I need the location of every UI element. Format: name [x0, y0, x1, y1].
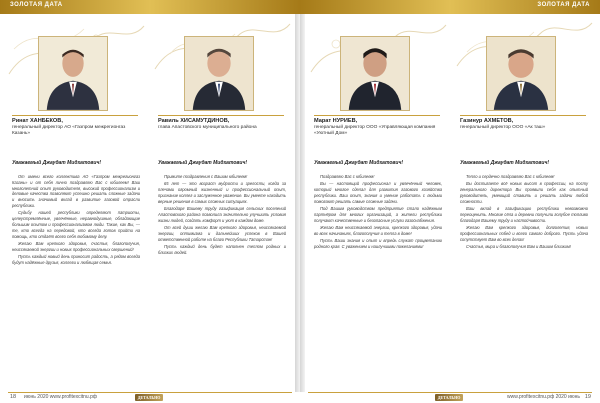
- paragraph: Желаю Вам крепкого здоровья, счастья, благополучия, неиссякаемой энергии и новых профессиональных свершений!: [12, 240, 140, 252]
- page-footer: [300, 392, 600, 403]
- portrait-photo: [340, 36, 410, 111]
- paragraph: Вы — настоящий профессионал и увлечённый человек, который многое сделал для развития газового хозяйства республики. Ваш опыт, знания и умение работать с людьми помогают решать самые сложные задачи.: [314, 181, 442, 204]
- congratulation-card: [306, 14, 451, 392]
- greeting: Уважаемый Джаудат Мидхатович!: [12, 160, 102, 166]
- message-text: [12, 174, 140, 267]
- paragraph: Счастья, мира и благополучия Вам и Вашим близким!: [466, 243, 571, 249]
- page-number: 19: [584, 394, 591, 400]
- person-role: генеральный директор ООО «Управляющая компания «Уютный Дом»: [314, 125, 436, 136]
- right-page: [300, 0, 600, 403]
- congratulation-card: [4, 14, 149, 392]
- paragraph: Тепло и сердечно поздравляю Вас с юбилеем!: [466, 174, 555, 179]
- paragraph: Под Вашим руководством предприятие стало надёжным партнёром для многих организаций, а жители республики получают качественные и безопасные услуги газоснабжения.: [314, 206, 442, 223]
- person-name: Равиль ХИСАМУТДИНОВ,: [158, 118, 230, 124]
- divider: [460, 115, 586, 116]
- paragraph: Пусть каждый новый день приносит радость, а рядом всегда будут надёжные друзья, коллеги и любящая семья.: [12, 254, 140, 265]
- divider: [314, 115, 440, 116]
- person-role: генеральный директор ООО «Ак таш»: [460, 125, 546, 130]
- person-name: Газинур АХМЕТОВ,: [460, 118, 514, 124]
- paragraph: Примите поздравления с Вашим юбилеем!: [164, 174, 248, 179]
- publisher-logo: ДЕТАЛЬНО: [435, 394, 463, 401]
- paragraph: Благодаря Вашему труду газификация сельских поселений Апастовского района позволила значительно улучшить условия жизни людей, создать комфорт и уют в каждом доме.: [158, 206, 286, 223]
- paragraph: 65 лет — это возраст мудрости и зрелости, когда за плечами огромный жизненный и профессиональный опыт, признание коллег и заслуженное уважение. Вы умеете находить верные решения в самых сложных ситуациях.: [158, 181, 286, 204]
- person-name: Ринат ХАНБЕКОВ,: [12, 118, 63, 124]
- person-name: Марат НУРИЕВ,: [314, 118, 358, 124]
- portrait-photo: [486, 36, 556, 111]
- greeting: Уважаемый Джаудат Мидхатович!: [460, 160, 550, 166]
- paragraph: Пусть каждый день будет наполнен теплом родных и близких людей.: [158, 243, 286, 255]
- congratulation-card: [150, 14, 295, 392]
- paragraph: Судьбу нашей республики определяют патриоты, целеустремлённые, увлечённые, неравнодушные, обладающие большим опытом и профессионализмом люди. Такие, как Вы, — те, кто всегда на передовой, кто всегда готов прийти на помощь, кто отдаёт всего себя любимому делу.: [12, 210, 140, 239]
- paragraph: Ваш вклад в газификацию республики невозможно переоценить. Многие сёла и деревни получили голубое топливо благодаря Вашему труду и настойчивости.: [460, 206, 588, 223]
- section-title: ЗОЛОТАЯ ДАТА: [10, 2, 63, 8]
- page-spine: [300, 14, 305, 403]
- divider: [12, 115, 138, 116]
- greeting: Уважаемый Джаудат Мидхатович!: [314, 160, 404, 166]
- publisher-logo: ДЕТАЛЬНО: [135, 394, 163, 401]
- issue-info: www.profitexcitnu.рф 2020 июнь: [507, 394, 580, 400]
- divider: [158, 115, 284, 116]
- section-title: ЗОЛОТАЯ ДАТА: [537, 2, 590, 8]
- message-text: [158, 174, 286, 257]
- paragraph: От всей души желаю Вам крепкого здоровья, неиссякаемой энергии, оптимизма и дальнейших успехов в Вашей ответственной работе на благо Республики Татарстан!: [158, 225, 286, 242]
- message-text: [460, 174, 588, 251]
- paragraph: Вы достигаете всё новых высот в профессии, на посту генерального директора Вы проявили себя как опытный руководитель, умеющий ставить и решать задачи любой сложности.: [460, 181, 588, 204]
- portrait-photo: [184, 36, 254, 111]
- page-footer: [0, 392, 300, 403]
- message-text: [314, 174, 442, 251]
- paragraph: Поздравляю Вас с юбилеем!: [320, 174, 375, 179]
- paragraph: Пусть Ваши знания и опыт и впредь служат процветанию родного края. С уважением и наилучшими пожеланиями!: [314, 238, 442, 249]
- paragraph: От имени всего коллектива АО «Газпром межрегионгаз Казань» и от себя лично поздравляю Вас с юбилеем! Ваш многолетний опыт руководителя, высокий профессионализм и деловые качества позволяют успешно решать сложные задачи и вносить значимый вклад в развитие газовой отрасли республики.: [12, 174, 140, 209]
- paragraph: Желаю Вам крепкого здоровья, долголетия, новых профессиональных побед и всего самого доброго. Пусть удача сопутствует Вам во всех делах!: [460, 225, 588, 242]
- paragraph: Желаю Вам неиссякаемой энергии, крепкого здоровья, удачи во всех начинаниях, благополучия и тепла в доме!: [314, 225, 442, 236]
- person-role: генеральный директор АО «Газпром межрегионгаз Казань»: [12, 125, 126, 136]
- footer-divider: [308, 392, 592, 393]
- portrait-photo: [38, 36, 108, 111]
- greeting: Уважаемый Джаудат Мидхатович!: [158, 160, 248, 166]
- issue-info: июнь 2020 www.profitexcitnu.рф: [24, 394, 97, 400]
- person-role: глава Апастовского муниципального района: [158, 125, 257, 130]
- congratulation-card: [452, 14, 597, 392]
- footer-divider: [8, 392, 292, 393]
- page-number: 18: [10, 394, 17, 400]
